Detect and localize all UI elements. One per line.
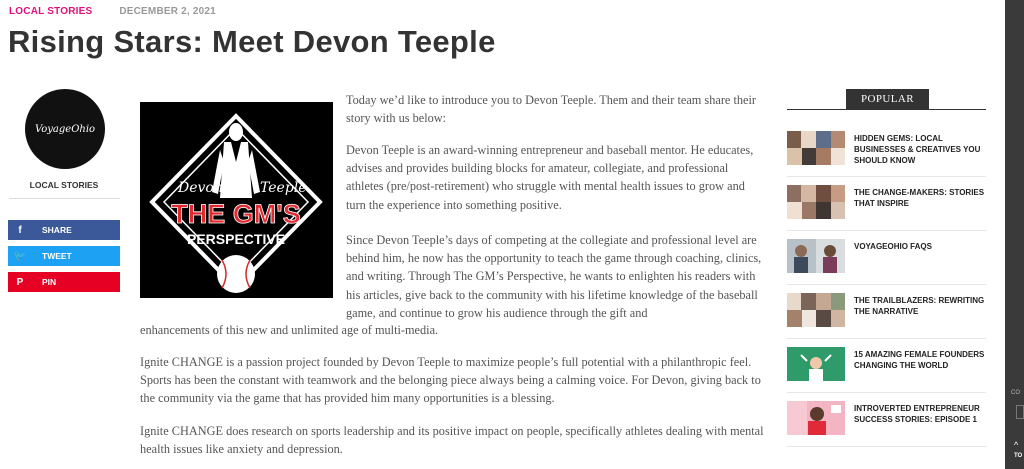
paragraph: Ignite CHANGE is a passion project founded by Devon Teeple to maximize people’s full potential with a philanthropic feel. Sports has been the constant with teamwork and the belonging piece always being a calming voice. For Devon, giving back to the community via the game that has provided him many opportunities is a blessing. [140, 355, 761, 406]
pin-label: PIN [42, 277, 57, 287]
hero-name-left: Devon [178, 180, 223, 196]
chevron-up-icon[interactable]: ^ [1014, 440, 1019, 450]
edge-label: CO [1011, 390, 1020, 396]
hero-line2: PERSPECTIVE [186, 231, 286, 247]
hero-line1: THE GM'S [171, 199, 301, 229]
right-edge-panel [1005, 0, 1024, 469]
back-to-top-button[interactable]: TO [1014, 453, 1023, 459]
article-hero-image [140, 102, 333, 298]
popular-thumbnail[interactable] [787, 347, 845, 381]
paragraph: Ignite CHANGE does research on sports leadership and its positive impact on people, specifically athletes dealing with mental health issues like anxiety and depression. [140, 424, 764, 457]
paragraph-continued: enhancements of this new and unlimited age of multi-media. [140, 323, 439, 337]
collage-image-icon [787, 185, 845, 219]
collage-image-icon [787, 293, 845, 327]
popular-item[interactable] [787, 347, 986, 393]
page-title: Rising Stars: Meet Devon Teeple [8, 24, 496, 59]
popular-heading: POPULAR [846, 89, 929, 109]
founder-image-icon [787, 347, 845, 381]
author-logo-text: VoyageOhio [34, 123, 96, 135]
popular-item[interactable] [787, 131, 986, 177]
popular-item[interactable] [787, 185, 986, 231]
people-image-icon [787, 239, 845, 273]
twitter-icon: 🐦 [13, 250, 27, 262]
popular-thumbnail[interactable] [787, 131, 845, 165]
twitter-share-button[interactable] [8, 246, 120, 266]
pinterest-share-button[interactable] [8, 272, 120, 292]
post-date: DECEMBER 2, 2021 [119, 6, 216, 17]
post-meta [9, 6, 216, 17]
popular-item[interactable] [787, 401, 986, 447]
facebook-icon: f [18, 224, 22, 236]
paragraph: Since Devon Teeple’s days of competing at the collegiate and professional level are behind him, he now has the opportunity to teach the game through coaching, clinics, and writing. Through The GM’s Perspective, he wants to enlighten his readers with his articles, give back to the community with his lifetime knowledge of the baseball game, and continue to grow his audience through the gift and [346, 233, 762, 320]
author-avatar[interactable] [25, 89, 105, 169]
paragraph: Today we’d like to introduce you to Devon Teeple. Them and their team share their story with us below: [346, 93, 756, 126]
divider [9, 198, 120, 199]
pinterest-icon: P [16, 276, 24, 288]
author-category[interactable]: LOCAL STORIES [29, 180, 99, 190]
hero-name-right: Teeple [260, 180, 307, 196]
tweet-label: TWEET [42, 251, 72, 261]
share-label: SHARE [42, 225, 72, 235]
facebook-share-button[interactable] [8, 220, 120, 240]
popular-item[interactable] [787, 239, 986, 285]
popular-divider [787, 109, 986, 110]
popular-item[interactable] [787, 293, 986, 339]
gm-perspective-logo [140, 102, 333, 298]
popular-title[interactable]: VOYAGEOHIO FAQS [854, 242, 932, 251]
popular-thumbnail[interactable] [787, 401, 845, 435]
entrepreneur-image-icon [787, 401, 845, 435]
popular-title[interactable]: INTROVERTED ENTREPRENEUR SUCCESS STORIES: EPISODE 1 [854, 404, 980, 424]
popular-thumbnail[interactable] [787, 239, 845, 273]
paragraph: Devon Teeple is an award-winning entrepreneur and baseball mentor. He educates, advises and provides building blocks for amateur, collegiate, and professional athletes (pre/post-retirement) who struggle with mental health issues to grow and turn the experience into something positive. [346, 143, 754, 212]
popular-thumbnail[interactable] [787, 185, 845, 219]
collage-image-icon [787, 131, 845, 165]
category-link[interactable]: LOCAL STORIES [9, 6, 93, 17]
popular-title[interactable]: HIDDEN GEMS: LOCAL BUSINESSES & CREATIVES YOU SHOULD KNOW [854, 134, 981, 165]
popular-title[interactable]: THE TRAILBLAZERS: REWRITING THE NARRATIVE [854, 296, 985, 316]
popular-title[interactable]: 15 AMAZING FEMALE FOUNDERS CHANGING THE WORLD [854, 350, 985, 370]
edge-scroll-handle[interactable] [1016, 405, 1024, 419]
popular-thumbnail[interactable] [787, 293, 845, 327]
popular-title[interactable]: THE CHANGE-MAKERS: STORIES THAT INSPIRE [854, 188, 985, 208]
